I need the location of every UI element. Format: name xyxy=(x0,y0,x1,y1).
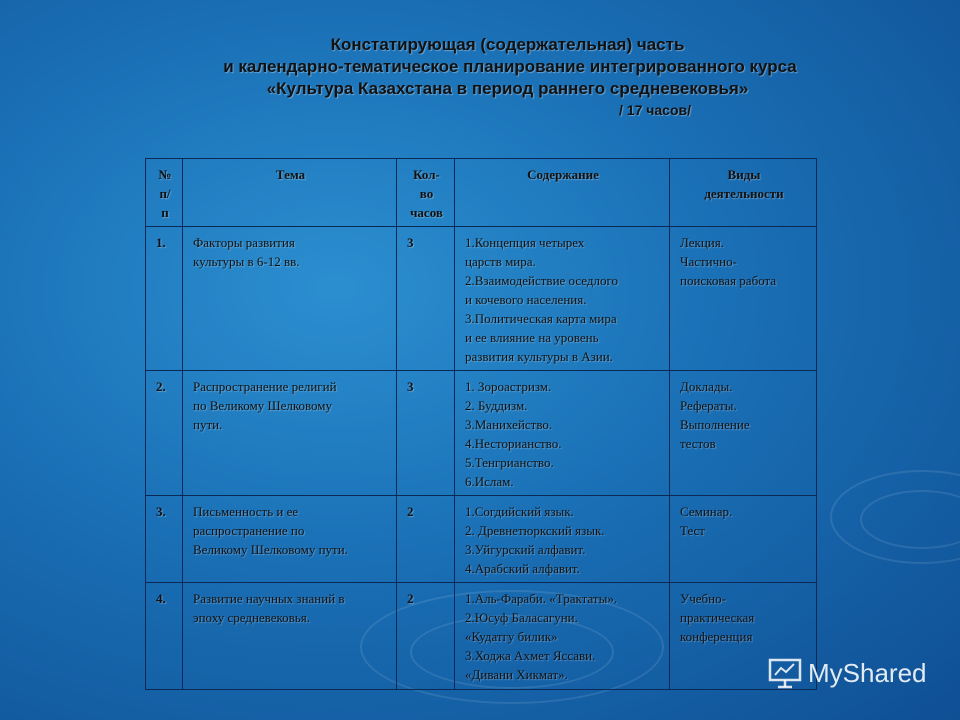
planning-table xyxy=(145,158,817,690)
watermark-text: MyShared xyxy=(808,657,927,688)
cell-topic: Факторы развития культуры в 6-12 вв. xyxy=(183,227,397,371)
header-topic: Тема xyxy=(183,159,397,227)
table-row xyxy=(146,371,817,496)
cell-qty: 2 xyxy=(397,583,455,690)
cell-qty: 2 xyxy=(397,496,455,583)
cell-content: 1. Зороастризм. 2. Буддизм. 3.Манихейство. 4.Несторианство. 5.Тенгрианство. 6.Ислам. xyxy=(455,371,670,496)
title-hours: / 17 часов/ xyxy=(619,102,691,118)
slide-title xyxy=(0,34,960,120)
title-line-1: Констатирующая (содержательная) часть xyxy=(330,35,685,54)
cell-topic: Распространение религий по Великому Шелковому пути. xyxy=(183,371,397,496)
cell-qty: 3 xyxy=(397,371,455,496)
cell-num: 3. xyxy=(146,496,183,583)
title-line-2: и календарно-тематическое планирование интегрированного курса xyxy=(223,57,797,76)
watermark-logo xyxy=(768,656,927,690)
table-row xyxy=(146,227,817,371)
cell-qty: 3 xyxy=(397,227,455,371)
table-row xyxy=(146,496,817,583)
cell-activities: Семинар. Тест xyxy=(670,496,817,583)
cell-activities: Лекция. Частично- поисковая работа xyxy=(670,227,817,371)
header-activities: Виды деятельности xyxy=(670,159,817,227)
cell-content: 1.Аль-Фараби. «Трактаты». 2.Юсуф Баласагуни. «Кудатгу билик» 3.Ходжа Ахмет Яссави. «Дивани Хикмат». xyxy=(455,583,670,690)
cell-topic: Развитие научных знаний в эпоху средневековья. xyxy=(183,583,397,690)
cell-num: 4. xyxy=(146,583,183,690)
header-content: Содержание xyxy=(455,159,670,227)
title-line-3: «Культура Казахстана в период раннего средневековья» xyxy=(266,79,749,98)
presentation-icon xyxy=(768,656,802,690)
table-row xyxy=(146,583,817,690)
cell-activities: Учебно- практическая конференция xyxy=(670,583,817,690)
table-header-row xyxy=(146,159,817,227)
cell-content: 1.Согдийский язык. 2. Древнетюркский язык. 3.Уйгурский алфавит. 4.Арабский алфавит. xyxy=(455,496,670,583)
cell-activities: Доклады. Рефераты. Выполнение тестов xyxy=(670,371,817,496)
cell-num: 2. xyxy=(146,371,183,496)
cell-num: 1. xyxy=(146,227,183,371)
header-num: № п/ п xyxy=(146,159,183,227)
cell-topic: Письменность и ее распространение по Великому Шелковому пути. xyxy=(183,496,397,583)
header-qty: Кол- во часов xyxy=(397,159,455,227)
cell-content: 1.Концепция четырех царств мира. 2.Взаимодействие оседлого и кочевого населения. 3.Политическая карта мира и ее влияние на уровень развития культуры в Азии. xyxy=(455,227,670,371)
